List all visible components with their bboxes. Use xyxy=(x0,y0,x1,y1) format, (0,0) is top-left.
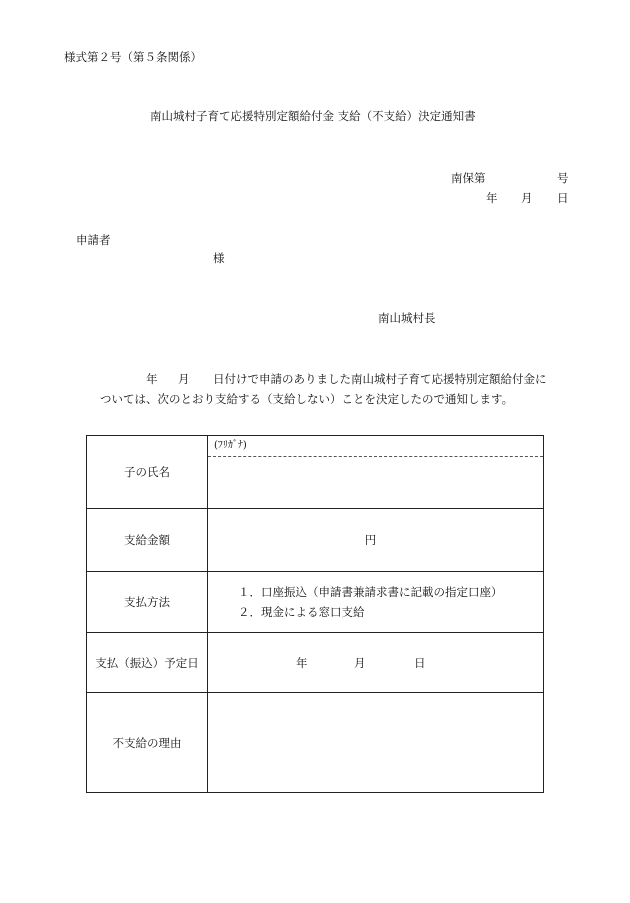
row-child-name xyxy=(87,436,544,509)
doc-number-label: 南保第 xyxy=(451,171,486,185)
payment-year: 年 xyxy=(296,656,308,670)
payment-day: 日 xyxy=(414,656,426,670)
method-label: 支払方法 xyxy=(87,572,208,633)
applicant-label: 申請者 xyxy=(76,233,111,247)
reason-label: 不支給の理由 xyxy=(87,693,208,793)
row-method xyxy=(87,572,544,633)
issue-date-month: 月 xyxy=(521,191,533,205)
child-name-cell[interactable] xyxy=(208,436,544,509)
issue-date-day: 日 xyxy=(557,191,569,205)
child-name-label: 子の氏名 xyxy=(87,436,208,509)
applicant-honorific: 様 xyxy=(213,251,225,265)
method-option-bank: １．口座振込（申請書兼請求書に記載の指定口座） xyxy=(238,585,503,599)
amount-label: 支給金額 xyxy=(87,509,208,572)
row-amount xyxy=(87,509,544,572)
form-number: 様式第２号（第５条関係） xyxy=(64,50,202,64)
body-year: 年 xyxy=(146,372,158,386)
doc-number-suffix: 号 xyxy=(557,171,569,185)
furigana-label: (ﾌﾘｶﾞﾅ) xyxy=(208,436,543,457)
body-line1: 日付けで申請のありました南山城村子育て応援特別定額給付金に xyxy=(213,372,547,386)
amount-unit: 円 xyxy=(364,533,377,547)
row-reason xyxy=(87,693,544,793)
issue-date-year: 年 xyxy=(486,191,498,205)
payment-month: 月 xyxy=(354,656,366,670)
payment-date-label: 支払（振込）予定日 xyxy=(87,633,208,693)
document-title: 南山城村子育て応援特別定額給付金 支給（不支給）決定通知書 xyxy=(150,109,476,123)
method-option-cash: ２．現金による窓口支給 xyxy=(238,605,365,619)
amount-cell[interactable] xyxy=(208,509,544,572)
row-payment-date xyxy=(87,633,544,693)
method-cell xyxy=(208,572,544,633)
reason-cell[interactable] xyxy=(208,693,544,793)
payment-date-cell[interactable] xyxy=(208,633,544,693)
sender-name: 南山城村長 xyxy=(378,311,436,325)
body-month: 月 xyxy=(178,372,190,386)
body-line2: ついては、次のとおり支給する（支給しない）ことを決定したので通知します。 xyxy=(100,392,514,406)
decision-table xyxy=(86,435,544,793)
